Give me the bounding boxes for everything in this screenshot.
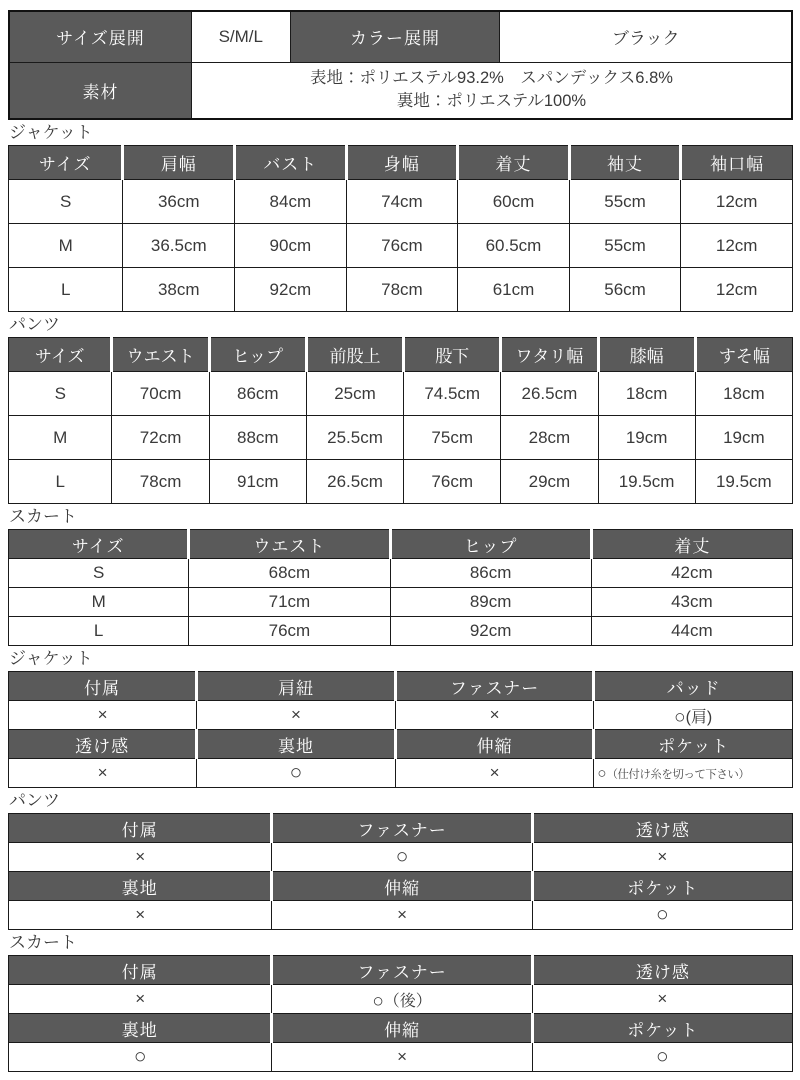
spec-value-cell xyxy=(395,701,594,730)
spec-value-cell xyxy=(532,901,792,930)
spec-header: ポケット xyxy=(594,730,793,759)
measurement-cell: 36.5cm xyxy=(123,224,235,268)
column-header: 着丈 xyxy=(458,146,570,180)
measurement-cell: 91cm xyxy=(209,460,306,504)
spec-value-cell xyxy=(197,701,396,730)
spec-value-row xyxy=(9,901,793,930)
measurement-cell: 12cm xyxy=(681,180,793,224)
measurement-cell: 38cm xyxy=(123,268,235,312)
size-cell: M xyxy=(9,224,123,268)
column-header: 袖丈 xyxy=(569,146,681,180)
size-table-row xyxy=(9,224,793,268)
measurement-cell: 78cm xyxy=(346,268,458,312)
column-header: 着丈 xyxy=(591,530,792,559)
circle-mark: ○ xyxy=(133,1045,147,1068)
x-mark: × xyxy=(135,905,146,924)
spec-value-cell xyxy=(9,985,272,1014)
color-range-label: カラー展開 xyxy=(290,11,500,62)
x-mark: × xyxy=(489,705,500,724)
circle-mark: ○ xyxy=(656,903,669,926)
skirt-spec-title: スカート xyxy=(9,933,77,952)
size-cell: M xyxy=(9,588,189,617)
spec-header: ファスナー xyxy=(272,814,532,843)
measurement-cell: 55cm xyxy=(569,180,681,224)
x-mark: × xyxy=(135,847,146,866)
measurement-cell: 74cm xyxy=(346,180,458,224)
size-range-label: サイズ展開 xyxy=(9,11,191,62)
measurement-cell: 92cm xyxy=(235,268,347,312)
column-header: サイズ xyxy=(9,146,123,180)
spec-value-cell xyxy=(197,759,396,788)
spec-value-cell xyxy=(532,843,792,872)
spec-value-cell xyxy=(272,1043,532,1072)
size-table-header-row xyxy=(9,530,793,559)
pants-spec-section xyxy=(8,790,793,930)
measurement-cell: 92cm xyxy=(390,617,591,646)
column-header: 肩幅 xyxy=(123,146,235,180)
x-mark: × xyxy=(489,763,500,782)
size-table-row xyxy=(9,559,793,588)
measurement-cell: 56cm xyxy=(569,268,681,312)
x-mark: × xyxy=(657,847,668,866)
skirt-spec-table xyxy=(8,955,793,1072)
size-cell: S xyxy=(9,180,123,224)
material-label: 素材 xyxy=(9,62,191,119)
x-mark: × xyxy=(290,705,301,724)
material-row xyxy=(9,62,792,119)
measurement-cell: 18cm xyxy=(695,372,792,416)
size-cell: L xyxy=(9,460,112,504)
size-cell: S xyxy=(9,559,189,588)
measurement-cell: 76cm xyxy=(189,617,390,646)
x-mark: × xyxy=(397,905,408,924)
measurement-cell: 25cm xyxy=(306,372,403,416)
x-mark: × xyxy=(135,989,146,1008)
x-mark: × xyxy=(97,705,108,724)
x-mark: × xyxy=(657,989,668,1008)
size-cell: M xyxy=(9,416,112,460)
spec-value-cell xyxy=(9,1043,272,1072)
measurement-cell: 26.5cm xyxy=(501,372,598,416)
measurement-cell: 18cm xyxy=(598,372,695,416)
measurement-cell: 43cm xyxy=(591,588,792,617)
pants-size-title: パンツ xyxy=(9,315,60,334)
x-mark: × xyxy=(97,763,108,782)
column-header: ヒップ xyxy=(390,530,591,559)
column-header: すそ幅 xyxy=(695,338,792,372)
measurement-cell: 78cm xyxy=(112,460,209,504)
size-cell: L xyxy=(9,268,123,312)
size-table-row xyxy=(9,588,793,617)
spec-header-row xyxy=(9,1014,793,1043)
measurement-cell: 55cm xyxy=(569,224,681,268)
spec-value-row xyxy=(9,843,793,872)
spec-value-cell xyxy=(9,701,197,730)
column-header: バスト xyxy=(235,146,347,180)
spec-header: ポケット xyxy=(532,1014,792,1043)
jacket-spec-table xyxy=(8,671,793,788)
measurement-cell: 44cm xyxy=(591,617,792,646)
pants-size-table xyxy=(8,337,793,504)
measurement-cell: 60.5cm xyxy=(458,224,570,268)
measurement-cell: 89cm xyxy=(390,588,591,617)
spec-value-cell xyxy=(9,901,272,930)
spec-value-row xyxy=(9,1043,793,1072)
jacket-spec-title: ジャケット xyxy=(9,649,93,668)
spec-header-row xyxy=(9,672,793,701)
skirt-size-section xyxy=(8,506,793,646)
spec-header: 裏地 xyxy=(9,1014,272,1043)
spec-value-cell xyxy=(272,901,532,930)
measurement-cell: 68cm xyxy=(189,559,390,588)
measurement-cell: 70cm xyxy=(112,372,209,416)
spec-header: 肩紐 xyxy=(197,672,396,701)
measurement-cell: 19cm xyxy=(598,416,695,460)
column-header: サイズ xyxy=(9,338,112,372)
pants-size-section xyxy=(8,314,793,504)
circle-mark: ○ xyxy=(597,765,607,782)
measurement-cell: 19.5cm xyxy=(695,460,792,504)
size-table-row xyxy=(9,180,793,224)
measurement-cell: 90cm xyxy=(235,224,347,268)
measurement-cell: 88cm xyxy=(209,416,306,460)
spec-header-row xyxy=(9,730,793,759)
size-table-row xyxy=(9,268,793,312)
measurement-cell: 29cm xyxy=(501,460,598,504)
circle-mark: ○ xyxy=(395,845,409,868)
color-range-value: ブラック xyxy=(500,11,792,62)
measurement-cell: 26.5cm xyxy=(306,460,403,504)
column-header: 前股上 xyxy=(306,338,403,372)
spec-header: ファスナー xyxy=(272,956,532,985)
size-table-row xyxy=(9,460,793,504)
x-mark: × xyxy=(397,1047,408,1066)
skirt-size-table xyxy=(8,529,793,646)
measurement-cell: 42cm xyxy=(591,559,792,588)
size-color-row xyxy=(9,11,792,62)
mark-note: (肩) xyxy=(685,708,713,726)
skirt-spec-section xyxy=(8,932,793,1072)
jacket-size-title: ジャケット xyxy=(9,123,93,142)
material-value xyxy=(191,62,792,119)
measurement-cell: 74.5cm xyxy=(404,372,501,416)
circle-mark: ○ xyxy=(372,990,384,1012)
spec-value-cell xyxy=(532,1043,792,1072)
spec-header: 伸縮 xyxy=(272,1014,532,1043)
size-cell: S xyxy=(9,372,112,416)
spec-value-row xyxy=(9,985,793,1014)
measurement-cell: 71cm xyxy=(189,588,390,617)
size-table-header-row xyxy=(9,146,793,180)
spec-header: 付属 xyxy=(9,672,197,701)
column-header: ウエスト xyxy=(189,530,390,559)
measurement-cell: 61cm xyxy=(458,268,570,312)
pants-spec-title: パンツ xyxy=(9,791,60,810)
measurement-cell: 72cm xyxy=(112,416,209,460)
spec-header-row xyxy=(9,956,793,985)
spec-header: 透け感 xyxy=(9,730,197,759)
spec-header-row xyxy=(9,814,793,843)
column-header: サイズ xyxy=(9,530,189,559)
circle-mark: ○ xyxy=(674,706,686,728)
size-range-value: S/M/L xyxy=(191,11,290,62)
size-table-row xyxy=(9,372,793,416)
skirt-size-title: スカート xyxy=(9,507,77,526)
mark-note: （後） xyxy=(383,992,432,1010)
measurement-cell: 76cm xyxy=(404,460,501,504)
column-header: 袖口幅 xyxy=(681,146,793,180)
circle-mark: ○ xyxy=(656,1045,669,1068)
measurement-cell: 75cm xyxy=(404,416,501,460)
measurement-cell: 28cm xyxy=(501,416,598,460)
measurement-cell: 12cm xyxy=(681,224,793,268)
column-header: 膝幅 xyxy=(598,338,695,372)
jacket-size-section xyxy=(8,122,793,312)
measurement-cell: 12cm xyxy=(681,268,793,312)
spec-value-cell xyxy=(395,759,594,788)
spec-value-row xyxy=(9,759,793,788)
column-header: 股下 xyxy=(404,338,501,372)
spec-value-cell xyxy=(594,759,793,788)
size-table-row xyxy=(9,617,793,646)
size-table-header-row xyxy=(9,338,793,372)
measurement-cell: 25.5cm xyxy=(306,416,403,460)
spec-header: パッド xyxy=(594,672,793,701)
measurement-cell: 60cm xyxy=(458,180,570,224)
material-line-lining: 裏地：ポリエステル100% xyxy=(396,92,587,111)
spec-header: 伸縮 xyxy=(272,872,532,901)
mark-note: （仕付け糸を切って下さい） xyxy=(606,769,750,781)
column-header: ウエスト xyxy=(112,338,209,372)
size-table-row xyxy=(9,416,793,460)
spec-value-cell xyxy=(9,759,197,788)
size-cell: L xyxy=(9,617,189,646)
spec-value-cell xyxy=(272,985,532,1014)
jacket-size-table xyxy=(8,145,793,312)
measurement-cell: 76cm xyxy=(346,224,458,268)
measurement-cell: 19cm xyxy=(695,416,792,460)
measurement-cell: 36cm xyxy=(123,180,235,224)
spec-value-cell xyxy=(272,843,532,872)
spec-value-cell xyxy=(594,701,793,730)
material-line-outer: 表地：ポリエステル93.2% スパンデックス6.8% xyxy=(310,69,673,88)
jacket-spec-section xyxy=(8,648,793,788)
spec-header: 裏地 xyxy=(197,730,396,759)
spec-header: 透け感 xyxy=(532,956,792,985)
info-table xyxy=(8,10,793,120)
spec-header: ポケット xyxy=(532,872,792,901)
spec-header: ファスナー xyxy=(395,672,594,701)
spec-header-row xyxy=(9,872,793,901)
product-info-section xyxy=(8,10,793,120)
measurement-cell: 84cm xyxy=(235,180,347,224)
column-header: ワタリ幅 xyxy=(501,338,598,372)
spec-header: 付属 xyxy=(9,814,272,843)
spec-header: 裏地 xyxy=(9,872,272,901)
measurement-cell: 86cm xyxy=(209,372,306,416)
spec-header: 伸縮 xyxy=(395,730,594,759)
circle-mark: ○ xyxy=(289,761,303,784)
column-header: 身幅 xyxy=(346,146,458,180)
spec-header: 付属 xyxy=(9,956,272,985)
pants-spec-table xyxy=(8,813,793,930)
column-header: ヒップ xyxy=(209,338,306,372)
measurement-cell: 19.5cm xyxy=(598,460,695,504)
spec-header: 透け感 xyxy=(532,814,792,843)
measurement-cell: 86cm xyxy=(390,559,591,588)
spec-value-row xyxy=(9,701,793,730)
spec-value-cell xyxy=(532,985,792,1014)
spec-value-cell xyxy=(9,843,272,872)
